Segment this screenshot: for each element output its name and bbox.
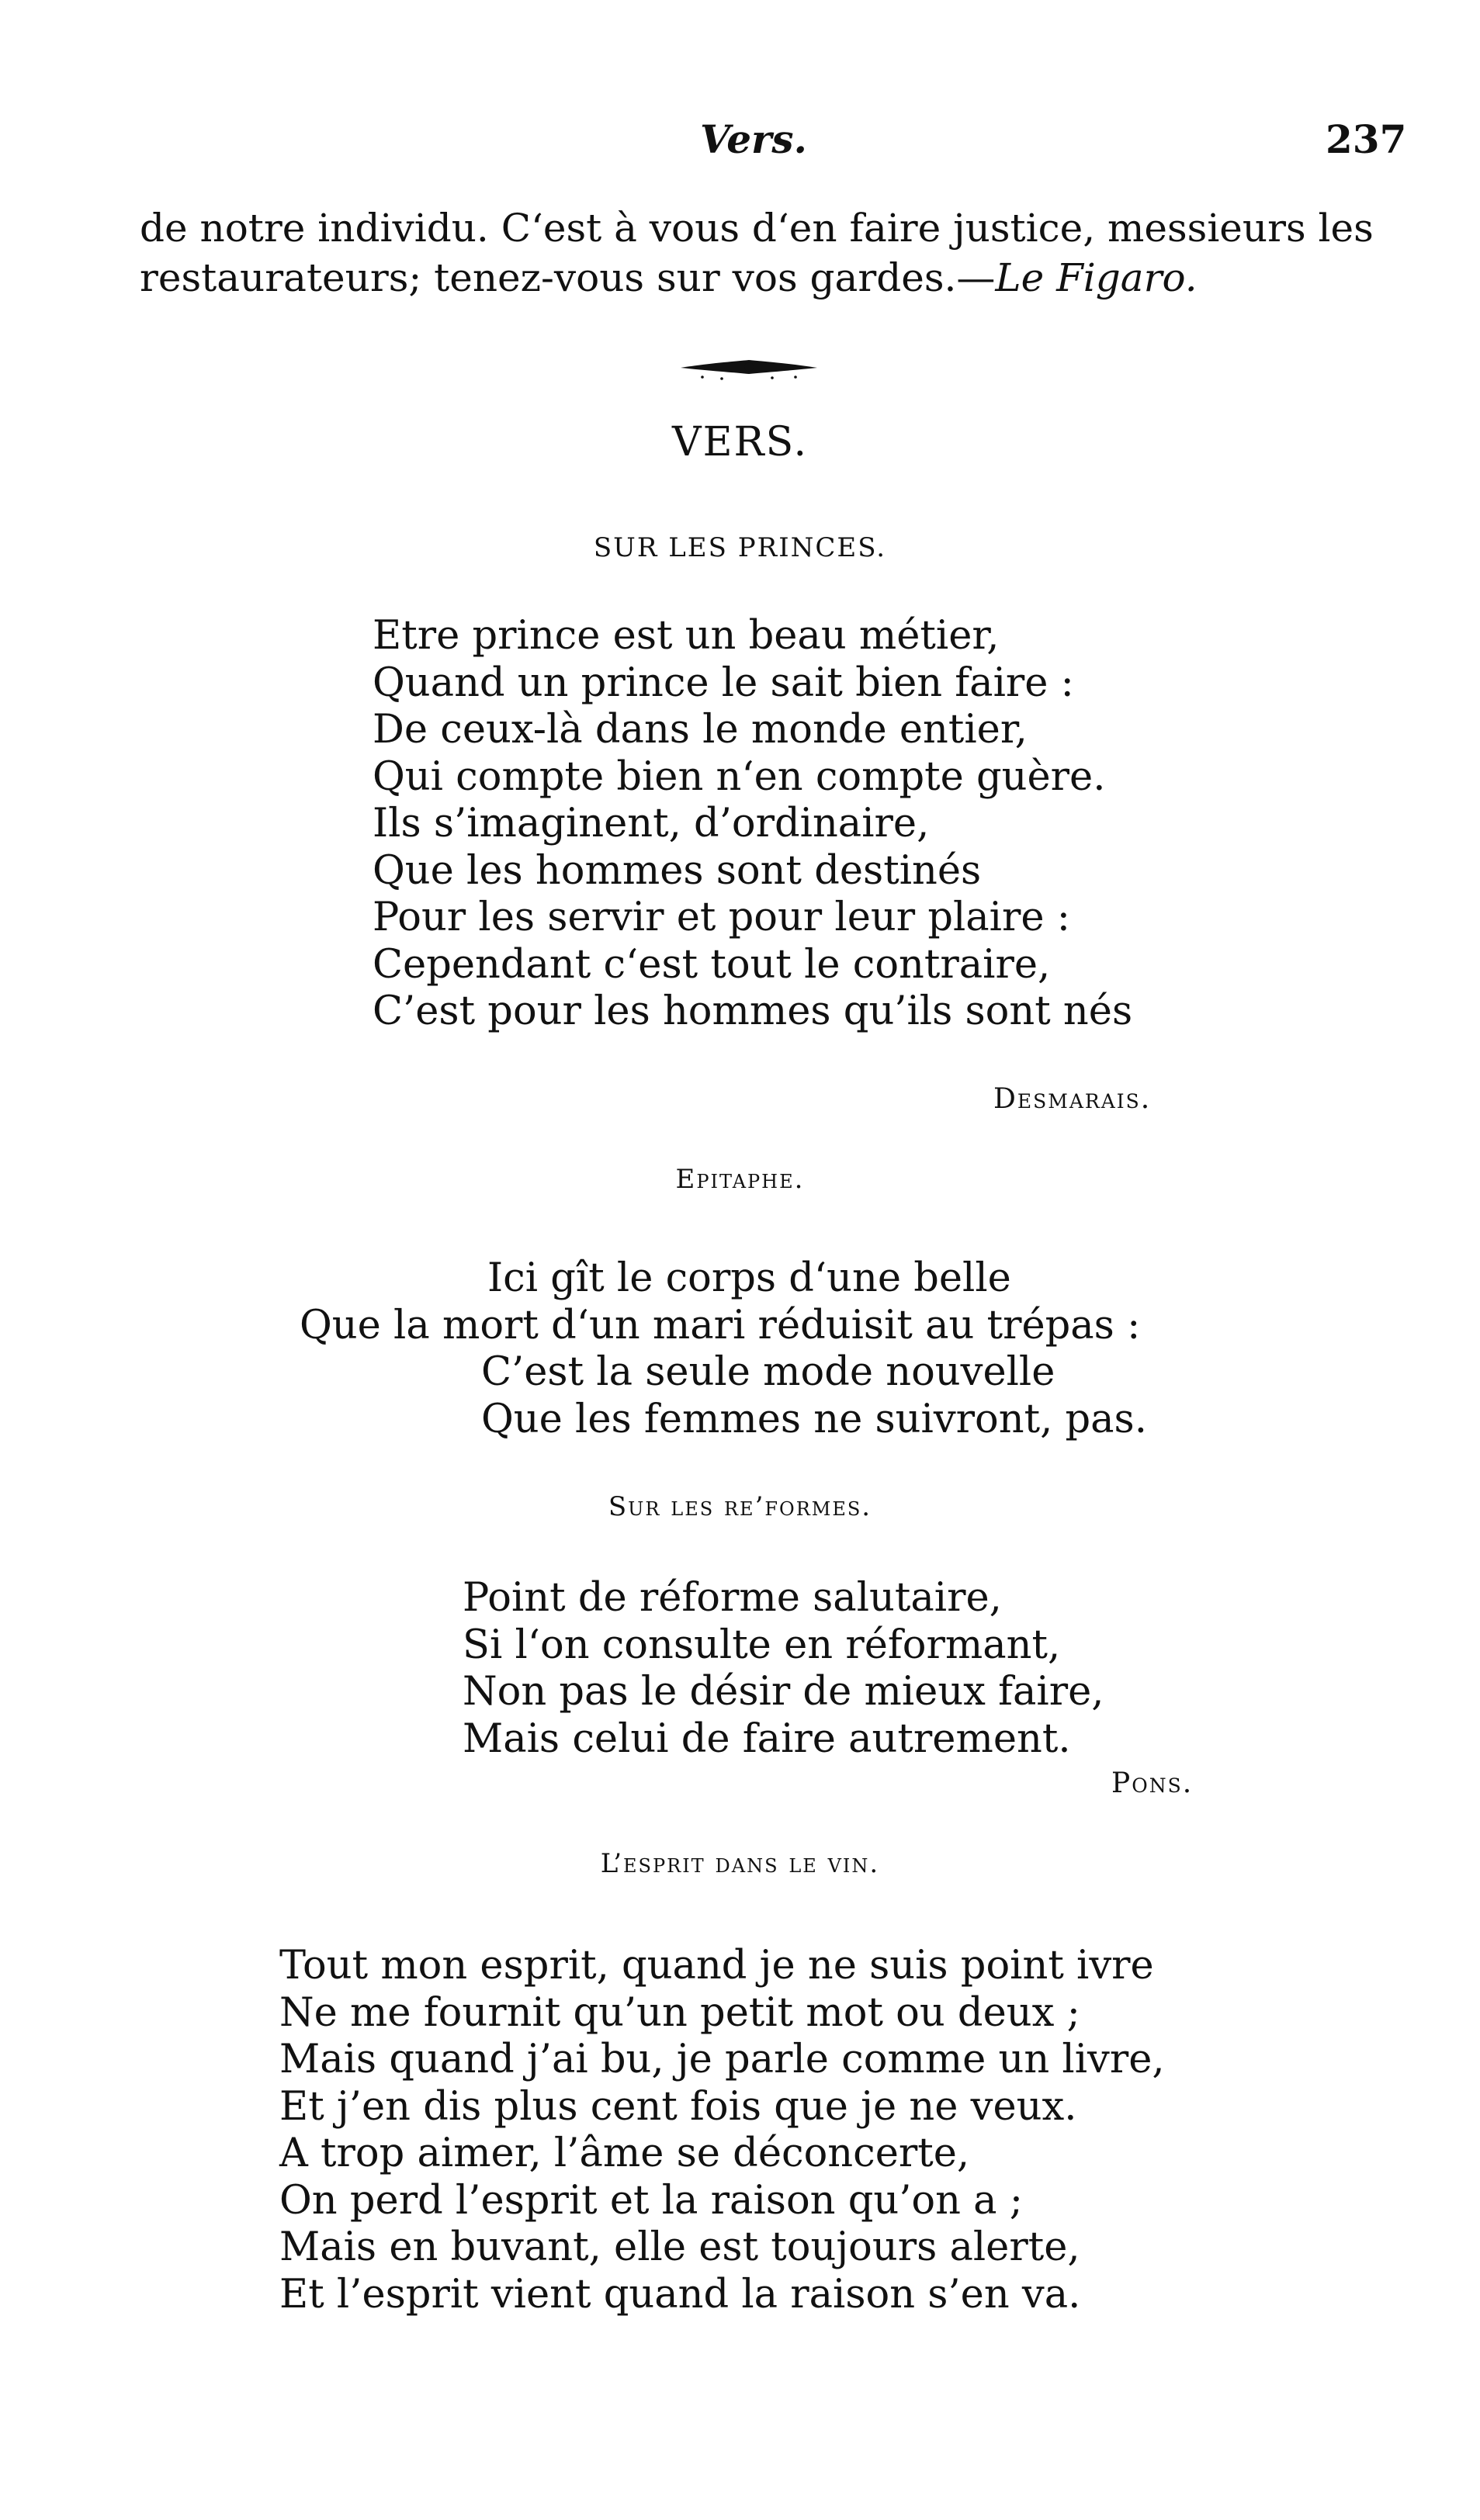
- poem-line: A trop aimer, l’âme se déconcerte,: [279, 2131, 970, 2176]
- poem-line: Pour les servir et pour leur plaire :: [373, 895, 1070, 940]
- poem-line: Si l‘on consulte en réformant,: [463, 1622, 1061, 1668]
- prose-source: Le Figaro.: [995, 255, 1198, 300]
- author-pons: Pons.: [1111, 1767, 1194, 1799]
- poem-line: C’est pour les hommes qu’ils sont nés: [373, 988, 1133, 1034]
- prose-line: de notre individu. C‘est à vous d‘en faire justice, messieurs les: [140, 206, 1374, 251]
- prose-paragraph: [140, 203, 1374, 303]
- section-title: VERS.: [672, 419, 808, 466]
- poem-line: Ici gît le corps d‘une belle: [487, 1255, 1011, 1301]
- ornament-rule-icon: [679, 354, 819, 385]
- poem-line: Et j’en dis plus cent fois que je ne veux.: [279, 2083, 1077, 2130]
- poem-line: Mais quand j’ai bu, je parle comme un livre,: [279, 2037, 1165, 2082]
- prose-line: [140, 253, 1350, 303]
- poem-princes: [373, 613, 1132, 1036]
- page-number: 237: [1326, 116, 1407, 162]
- poem-line: Que les femmes ne suivront, pas.: [481, 1396, 1147, 1442]
- poem-line: Que la mort d‘un mari réduisit au trépas :: [300, 1302, 1141, 1348]
- poem-heading-esprit: L’esprit dans le vin.: [600, 1848, 880, 1879]
- running-head: [0, 116, 1480, 171]
- poem-line: Mais celui de faire autrement.: [463, 1715, 1071, 1762]
- poem-line: Point de réforme salutaire,: [463, 1575, 1002, 1621]
- poem-line: De ceux-là dans le monde entier,: [373, 707, 1028, 753]
- author-desmarais: Desmarais.: [993, 1083, 1152, 1115]
- poem-line: Mais en buvant, elle est toujours alerte,: [279, 2224, 1080, 2270]
- poem-line: Etre prince est un beau métier,: [373, 613, 1000, 659]
- prose-line-text: restaurateurs; tenez-vous sur vos gardes.—: [140, 255, 996, 300]
- poem-heading-epitaphe: Epitaphe.: [675, 1164, 805, 1195]
- poem-heading-princes: SUR LES PRINCES.: [593, 532, 887, 563]
- poem-line: Non pas le désir de mieux faire,: [463, 1669, 1104, 1715]
- poem-reformes: [463, 1575, 1104, 1763]
- running-title: Vers.: [700, 116, 807, 162]
- poem-esprit: [279, 1943, 1165, 2318]
- poem-line: Tout mon esprit, quand je ne suis point ivre: [279, 1943, 1154, 1989]
- poem-line: Que les hommes sont destinés: [373, 847, 982, 894]
- poem-line: C’est la seule mode nouvelle: [481, 1349, 1055, 1395]
- poem-line: Cependant c‘est tout le contraire,: [373, 941, 1051, 988]
- poem-epitaphe: [300, 1255, 1153, 1443]
- poem-line: Qui compte bien n‘en compte guère.: [373, 753, 1106, 800]
- poem-heading-reformes: Sur les re’formes.: [608, 1491, 872, 1522]
- poem-line: On perd l’esprit et la raison qu’on a ;: [279, 2177, 1023, 2224]
- poem-line: Quand un prince le sait bien faire :: [373, 659, 1074, 706]
- poem-line: Et l’esprit vient quand la raison s’en va.: [279, 2271, 1081, 2318]
- poem-line: Ils s’imaginent, d’ordinaire,: [373, 801, 930, 846]
- poem-line: Ne me fournit qu’un petit mot ou deux ;: [279, 1989, 1080, 2036]
